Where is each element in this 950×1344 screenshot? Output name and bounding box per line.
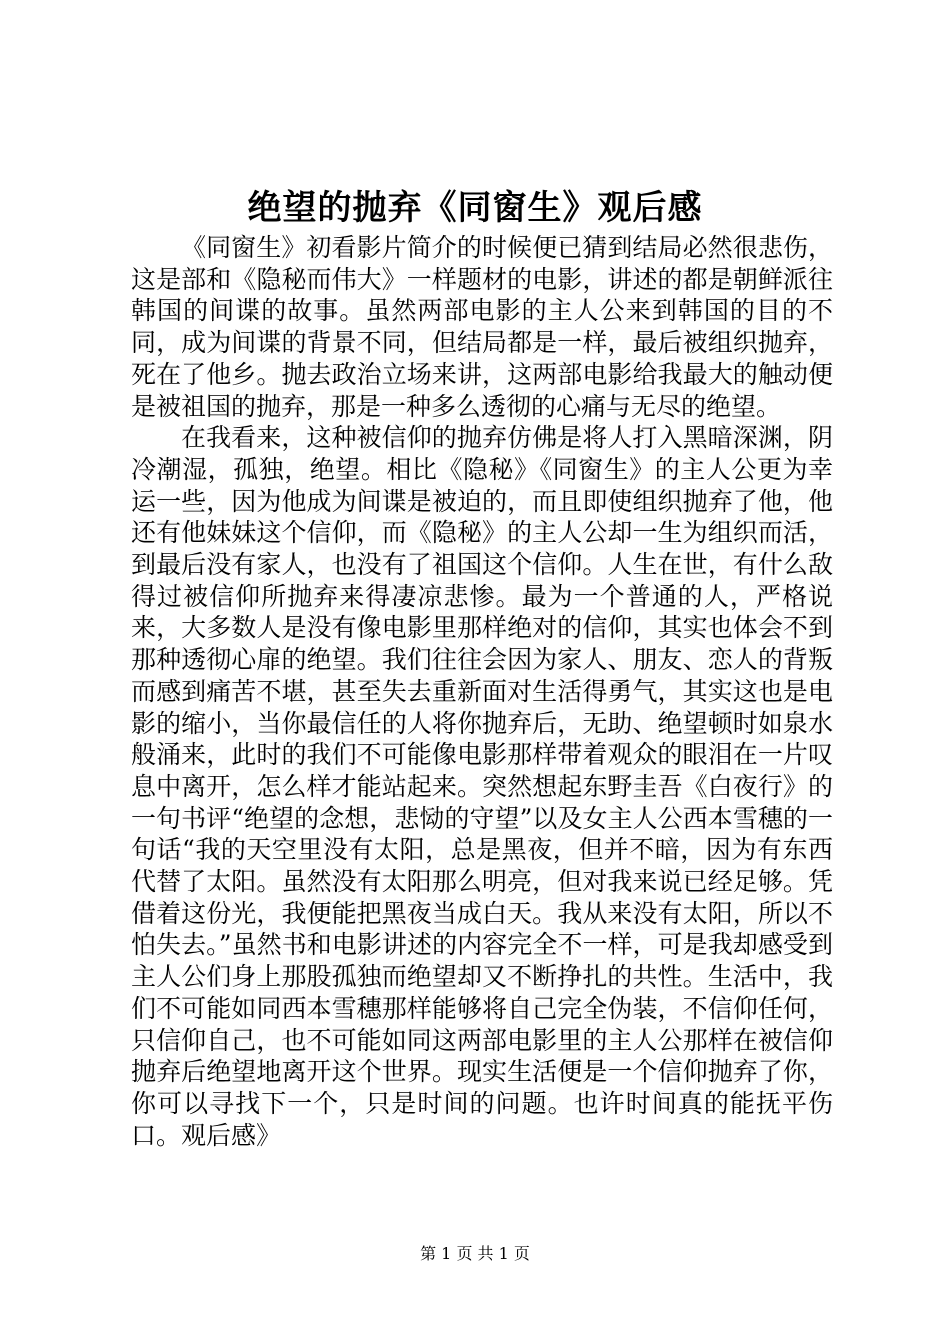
document-title: 绝望的抛弃《同窗生》观后感	[247, 188, 703, 228]
paragraph-2: 在我看来，这种被信仰的抛弃仿佛是将人打入黑暗深渊，阴冷潮湿，孤独，绝望。相比《隐秘》《同窗生》的主人公更为幸运一些，因为他成为间谍是被迫的，而且即使组织抛弃了他，他还有他妹妹这个信仰，而《隐秘》的主人公却一生为组织而活，到最后没有家人，也没有了祖国这个信仰。人生在世，有什么敌得过被信仰所抛弃来得凄凉悲惨。最为一个普通的人，严格说来，大多数人是没有像电影里那样绝对的信仰，其实也体会不到那种透彻心扉的绝望。我们往往会因为家人、朋友、恋人的背叛而感到痛苦不堪，甚至失去重新面对生活得勇气，其实这也是电影的缩小，当你最信任的人将你抛弃后，无助、绝望顿时如泉水般涌来，此时的我们不可能像电影那样带着观众的眼泪在一片叹息中离开，怎么样才能站起来。突然想起东野圭吾《白夜行》的一句书评“绝望的念想，悲恸的守望”以及女主人公西本雪穗的一句话“我的天空里没有太阳，总是黑夜，但并不暗，因为有东西代替了太阳。虽然没有太阳那么明亮，但对我来说已经足够。凭借着这份光，我便能把黑夜当成白天。我从来没有太阳，所以不怕失去。”虽然书和电影讲述的内容完全不一样，可是我却感受到主人公们身上那股孤独而绝望却又不断挣扎的共性。生活中，我们不可能如同西本雪穗那样能够将自己完全伪装，不信仰任何，只信仰自己，也不可能如同这两部电影里的主人公那样在被信仰抛弃后绝望地离开这个世界。现实生活便是一个信仰抛弃了你，你可以寻找下一个，只是时间的问题。也许时间真的能抚平伤口。观后感》	[131, 423, 833, 1150]
page-number-footer: 第 1 页 共 1 页	[420, 1244, 530, 1263]
document-body	[131, 232, 833, 1151]
paragraph-1: 《同窗生》初看影片简介的时候便已猜到结局必然很悲伤，这是部和《隐秘而伟大》一样题材的电影，讲述的都是朝鲜派往韩国的间谍的故事。虽然两部电影的主人公来到韩国的目的不同，成为间谍的背景不同，但结局都是一样，最后被组织抛弃，死在了他乡。抛去政治立场来讲，这两部电影给我最大的触动便是被祖国的抛弃，那是一种多么透彻的心痛与无尽的绝望。	[131, 233, 833, 421]
